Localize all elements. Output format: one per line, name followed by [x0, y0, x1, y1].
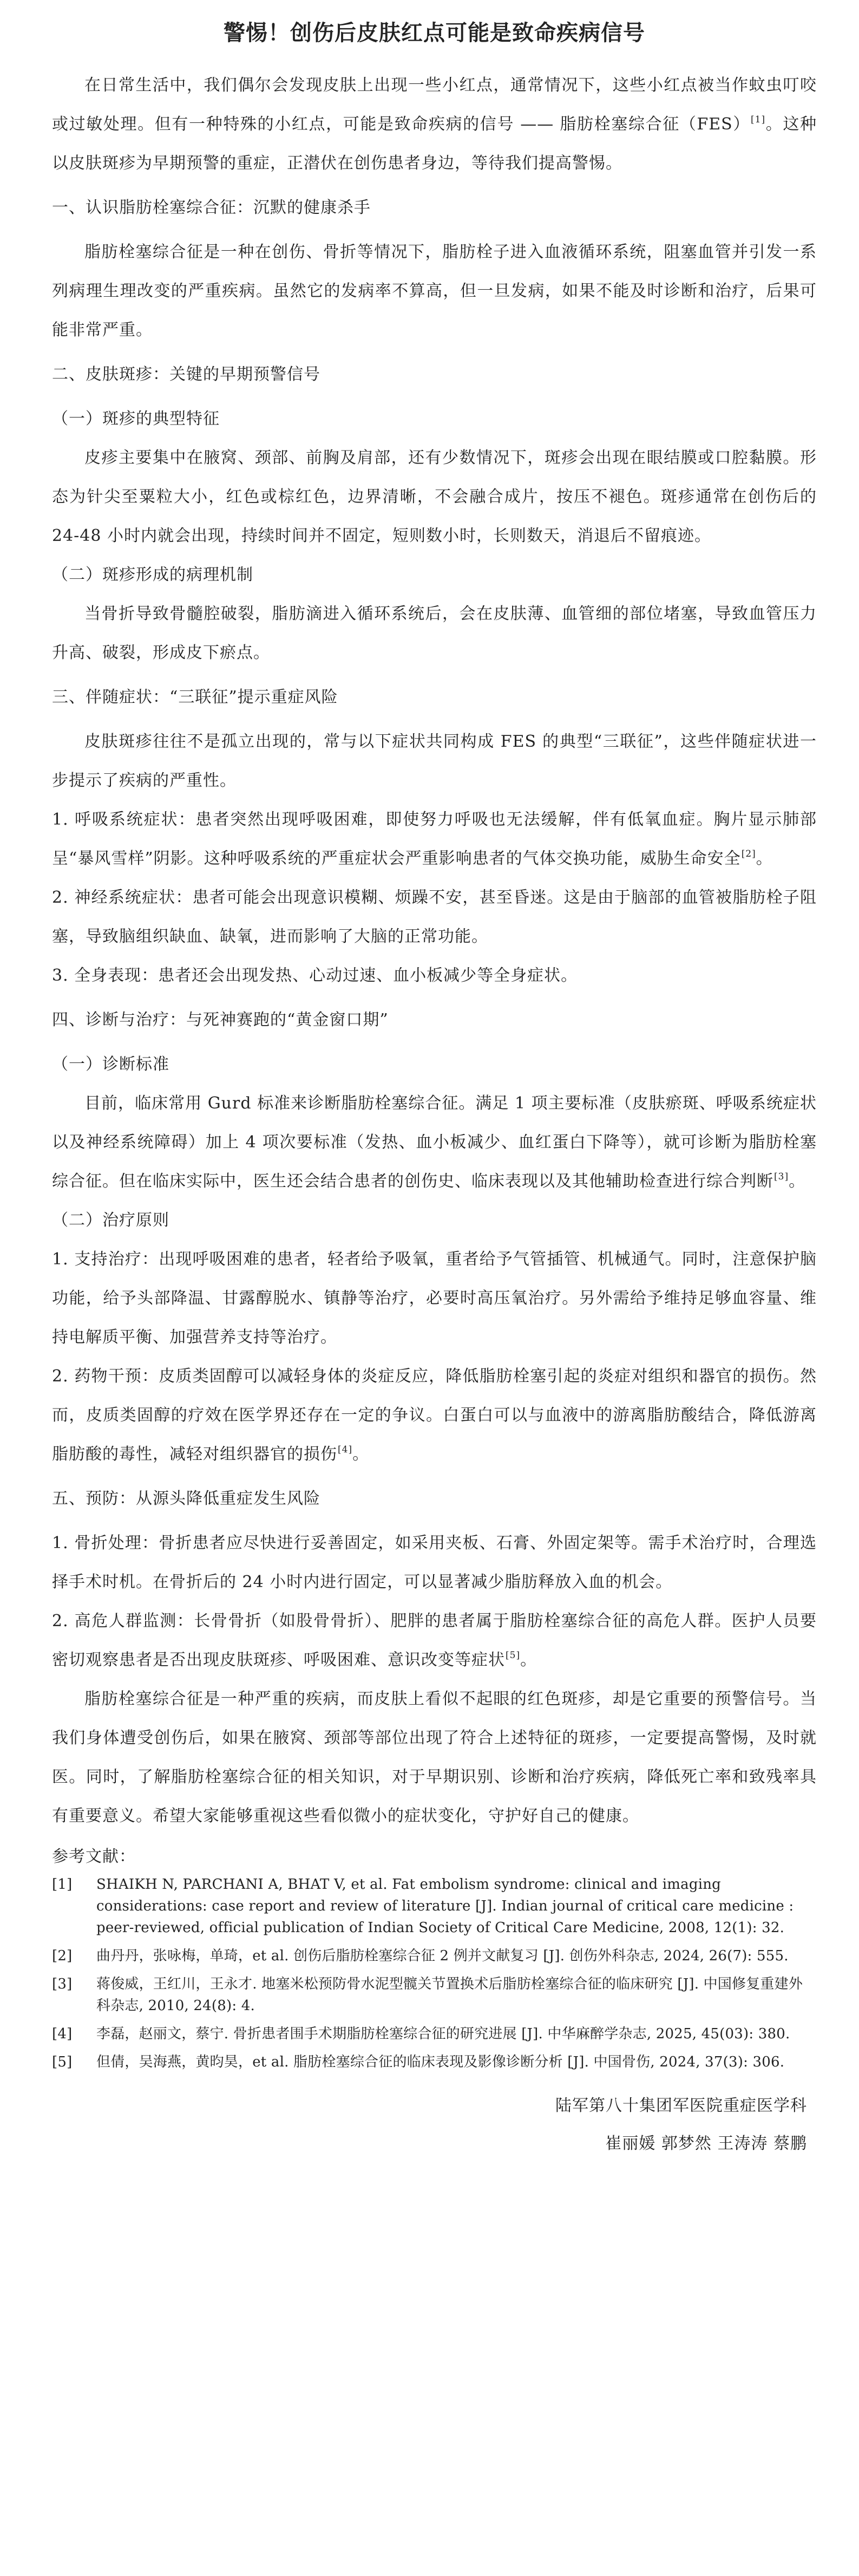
section-2-heading: 二、皮肤斑疹：关键的早期预警信号: [52, 365, 320, 384]
section-3-item-3: 3. 全身表现：患者还会出现发热、心动过速、血小板减少等全身症状。: [52, 966, 578, 985]
section-3-item-1-end: 。: [756, 849, 773, 868]
reference-text: 曲丹丹，张咏梅，单琦，et al. 创伤后脂肪栓塞综合征 2 例并文献复习 [J]. 创伤外科杂志, 2024, 26(7): 555.: [96, 1948, 789, 1964]
citation-1: [1]: [751, 114, 766, 125]
section-4-subheading-2: （二）治疗原则: [52, 1211, 169, 1230]
reference-number: [3]: [52, 1976, 73, 1992]
reference-item: [52, 2023, 817, 2045]
references-list: [52, 1874, 817, 2073]
intro-paragraph: [52, 66, 817, 183]
section-4-body-1: [52, 1084, 817, 1201]
citation-4: [4]: [338, 1444, 353, 1455]
section-5-heading: 五、预防：从源头降低重症发生风险: [52, 1489, 320, 1508]
section-1-body: 脂肪栓塞综合征是一种在创伤、骨折等情况下，脂肪栓子进入血液循环系统，阻塞血管并引发一系列病理生理改变的严重疾病。虽然它的发病率不算高，但一旦发病，如果不能及时诊断和治疗，后果可能非常严重。: [52, 243, 817, 340]
signature-institution: 陆军第八十集团军医院重症医学科: [555, 2096, 807, 2115]
section-4-body-1-end: 。: [789, 1172, 806, 1191]
section-4-subheading-1: （一）诊断标准: [52, 1055, 169, 1074]
section-2-subheading-1: （一）斑疹的典型特征: [52, 409, 220, 428]
section-3-item-1: [52, 800, 817, 878]
reference-text: 李磊，赵丽文，蔡宁. 骨折患者围手术期脂肪栓塞综合征的研究进展 [J]. 中华麻醉学杂志, 2025, 45(03): 380.: [96, 2026, 790, 2042]
reference-item: [52, 1874, 817, 1939]
reference-item: [52, 2051, 817, 2073]
reference-number: [2]: [52, 1948, 73, 1964]
section-4-item-2-end: 。: [352, 1445, 370, 1464]
conclusion-paragraph: 脂肪栓塞综合征是一种严重的疾病，而皮肤上看似不起眼的红色斑疹，却是它重要的预警信号。当我们身体遭受创伤后，如果在腋窝、颈部等部位出现了符合上述特征的斑疹，一定要提高警惕，及时就医。同时，了解脂肪栓塞综合征的相关知识，对于早期识别、诊断和治疗疾病，降低死亡率和致残率具有重要意义。希望大家能够重视这些看似微小的症状变化，守护好自己的健康。: [52, 1690, 817, 1825]
reference-number: [4]: [52, 2026, 73, 2042]
reference-text: 但倩，吴海燕，黄昀昊，et al. 脂肪栓塞综合征的临床表现及影像诊断分析 [J]. 中国骨伤, 2024, 37(3): 306.: [96, 2054, 785, 2070]
intro-text: 在日常生活中，我们偶尔会发现皮肤上出现一些小红点，通常情况下，这些小红点被当作蚊虫叮咬或过敏处理。但有一种特殊的小红点，可能是致命疾病的信号 —— 脂肪栓塞综合征（FES）: [52, 76, 817, 134]
section-2-body-1: 皮疹主要集中在腋窝、颈部、前胸及肩部，还有少数情况下，斑疹会出现在眼结膜或口腔黏膜。形态为针尖至粟粒大小，红色或棕红色，边界清晰，不会融合成片，按压不褪色。斑疹通常在创伤后的 24-48 小时内就会出现，持续时间并不固定，短则数小时，长则数天，消退后不留痕迹。: [52, 448, 817, 545]
citation-5: [5]: [506, 1650, 521, 1661]
section-1-heading: 一、认识脂肪栓塞综合征：沉默的健康杀手: [52, 198, 371, 217]
intro-text-end: 。这种以皮肤斑疹为早期预警的重症，正潜伏在创伤患者身边，等待我们提高警惕。: [52, 115, 817, 173]
author-signature: [52, 2087, 817, 2163]
section-3-item-2: 2. 神经系统症状：患者可能会出现意识模糊、烦躁不安，甚至昏迷。这是由于脑部的血管被脂肪栓子阻塞，导致脑组织缺血、缺氧，进而影响了大脑的正常功能。: [52, 888, 817, 946]
section-3-heading: 三、伴随症状：“三联征”提示重症风险: [52, 688, 338, 707]
reference-item: [52, 1945, 817, 1967]
section-3-item-1-text: 1. 呼吸系统症状：患者突然出现呼吸困难，即使努力呼吸也无法缓解，伴有低氧血症。胸片显示肺部呈“暴风雪样”阴影。这种呼吸系统的严重症状会严重影响患者的气体交换功能，威胁生命安全: [52, 810, 817, 868]
reference-text: 蒋俊威，王红川，王永才. 地塞米松预防骨水泥型髋关节置换术后脂肪栓塞综合征的临床研究 [J]. 中国修复重建外科杂志, 2010, 24(8): 4.: [96, 1976, 803, 2014]
section-5-item-2: [52, 1602, 817, 1680]
references-title: 参考文献：: [52, 1847, 136, 1866]
signature-authors: 崔丽媛 郭梦然 王涛涛 蔡鹏: [605, 2134, 807, 2153]
section-5-item-1: 1. 骨折处理：骨折患者应尽快进行妥善固定，如采用夹板、石膏、外固定架等。需手术治疗时，合理选择手术时机。在骨折后的 24 小时内进行固定，可以显著减少脂肪释放入血的机会。: [52, 1534, 817, 1592]
section-5-item-2-text: 2. 高危人群监测：长骨骨折（如股骨骨折）、肥胖的患者属于脂肪栓塞综合征的高危人群。医护人员要密切观察患者是否出现皮肤斑疹、呼吸困难、意识改变等症状: [52, 1612, 817, 1669]
citation-3: [3]: [774, 1171, 789, 1182]
section-2-body-2: 当骨折导致骨髓腔破裂，脂肪滴进入循环系统后，会在皮肤薄、血管细的部位堵塞，导致血管压力升高、破裂，形成皮下瘀点。: [52, 604, 817, 662]
reference-number: [5]: [52, 2054, 73, 2070]
section-4-item-2: [52, 1357, 817, 1474]
section-4-heading: 四、诊断与治疗：与死神赛跑的“黄金窗口期”: [52, 1010, 389, 1029]
section-4-item-1: 1. 支持治疗：出现呼吸困难的患者，轻者给予吸氧，重者给予气管插管、机械通气。同时，注意保护脑功能，给予头部降温、甘露醇脱水、镇静等治疗，必要时高压氧治疗。另外需给予维持足够血容量、维持电解质平衡、加强营养支持等治疗。: [52, 1250, 817, 1347]
section-3-body: 皮肤斑疹往往不是孤立出现的，常与以下症状共同构成 FES 的典型“三联征”，这些伴随症状进一步提示了疾病的严重性。: [52, 732, 817, 790]
article-title: 警惕！创伤后皮肤红点可能是致命疾病信号: [224, 20, 645, 45]
citation-2: [2]: [741, 849, 756, 859]
section-5-item-2-end: 。: [520, 1651, 537, 1669]
section-2-subheading-2: （二）斑疹形成的病理机制: [52, 565, 253, 584]
reference-text: SHAIKH N, PARCHANI A, BHAT V, et al. Fat embolism syndrome: clinical and imaging considerations: case report and review of literature [J]. Indian journal of critical care medicine : peer-reviewed, official publication of Indian Society of Critical Care Medicine, 2008, 12(1): 32.: [96, 1876, 794, 1936]
section-4-item-2-text: 2. 药物干预：皮质类固醇可以减轻身体的炎症反应，降低脂肪栓塞引起的炎症对组织和器官的损伤。然而，皮质类固醇的疗效在医学界还存在一定的争议。白蛋白可以与血液中的游离脂肪酸结合，降低游离脂肪酸的毒性，减轻对组织器官的损伤: [52, 1367, 817, 1464]
reference-number: [1]: [52, 1876, 73, 1893]
section-4-body-1-text: 目前，临床常用 Gurd 标准来诊断脂肪栓塞综合征。满足 1 项主要标准（皮肤瘀斑、呼吸系统症状以及神经系统障碍）加上 4 项次要标准（发热、血小板减少、血红蛋白下降等），就可诊断为脂肪栓塞综合征。但在临床实际中，医生还会结合患者的创伤史、临床表现以及其他辅助检查进行综合判断: [52, 1094, 817, 1191]
reference-item: [52, 1973, 817, 2017]
